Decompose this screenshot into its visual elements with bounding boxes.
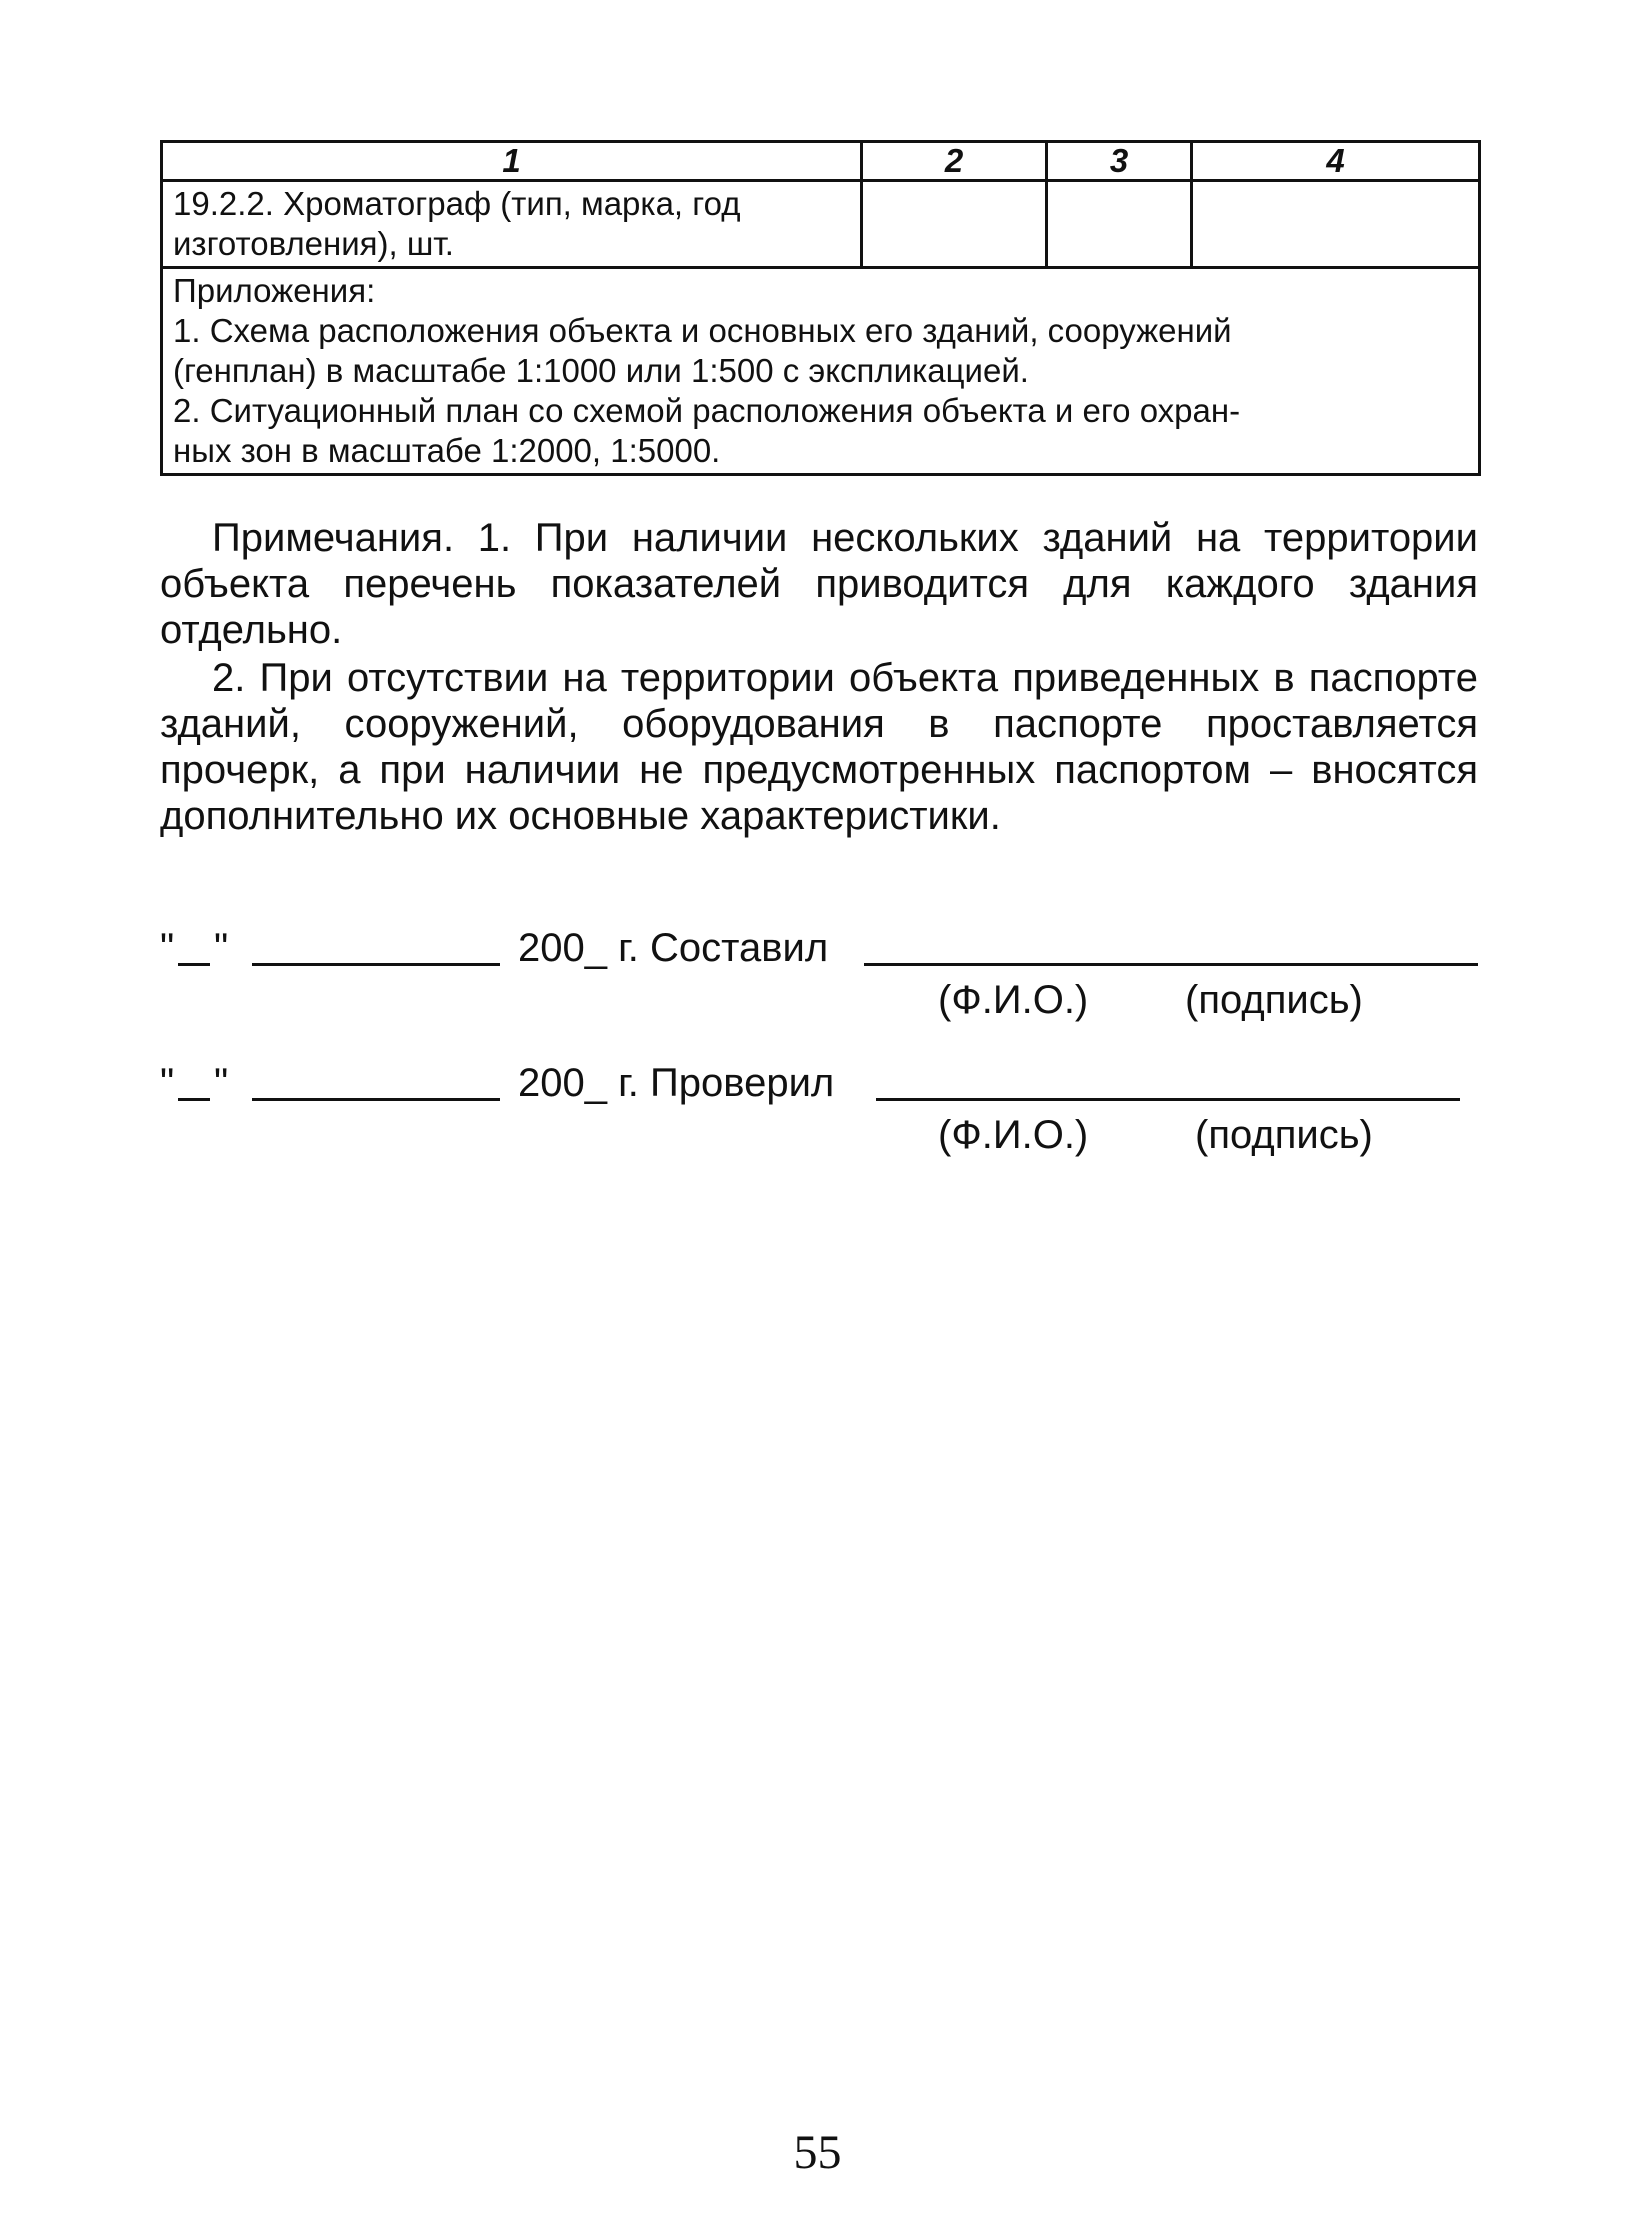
month-blank — [252, 963, 500, 966]
column-header-1: 1 — [162, 142, 862, 181]
column-header-4: 4 — [1192, 142, 1480, 181]
item-value-cell-4 — [1192, 181, 1480, 268]
signature-checked — [160, 1060, 1480, 1157]
column-header-2: 2 — [862, 142, 1047, 181]
column-header-3: 3 — [1047, 142, 1192, 181]
day-blank — [178, 1098, 210, 1101]
sign-caption: (подпись) — [1185, 978, 1363, 1022]
month-blank — [252, 1098, 500, 1101]
signature-compiled — [160, 925, 1480, 1022]
date-quote-close: " — [214, 1061, 229, 1105]
appendix-line: 1. Схема расположения объекта и основных его зданий, сооружений — [173, 312, 1232, 349]
note-2: 2. При отсутствии на территории объекта приведенных в паспорте зданий, сооружений, оборудования в паспорте проставляется прочерк, а при наличии не предусмотренных паспортом – вносятся дополнительно их основные характеристики. — [160, 656, 1478, 838]
fio-caption: (Ф.И.О.) — [938, 1113, 1089, 1157]
fio-caption: (Ф.И.О.) — [938, 978, 1089, 1022]
sign-caption: (подпись) — [1195, 1113, 1373, 1157]
appendix-line: (генплан) в масштабе 1:1000 или 1:500 с экспликацией. — [173, 352, 1029, 389]
item-value-cell-2 — [862, 181, 1047, 268]
notes-section — [160, 515, 1478, 839]
checked-signature-line — [876, 1098, 1460, 1101]
date-quote-open: " — [160, 1061, 175, 1105]
item-name-line-1: 19.2.2. Хроматограф (тип, марка, год — [173, 185, 741, 222]
item-name-line-2: изготовления), шт. — [173, 225, 454, 262]
compiled-signature-line — [864, 963, 1478, 966]
appendix-line: ных зон в масштабе 1:2000, 1:5000. — [173, 432, 721, 469]
appendix-title: Приложения: — [173, 272, 376, 309]
item-name-cell — [162, 181, 862, 268]
date-quote-open: " — [160, 926, 175, 970]
appendix-row — [162, 268, 1480, 475]
table-header-row — [162, 142, 1480, 181]
passport-table — [160, 140, 1481, 476]
table-row — [162, 181, 1480, 268]
date-quote-close: " — [214, 926, 229, 970]
item-value-cell-3 — [1047, 181, 1192, 268]
note-1: Примечания. 1. При наличии нескольких зданий на территории объекта перечень показателей приводится для каждого здания отдельно. — [160, 516, 1478, 652]
year-checked-label: 200_ г. Проверил — [518, 1061, 835, 1105]
page-number: 55 — [793, 2126, 842, 2179]
year-compiled-label: 200_ г. Составил — [518, 926, 829, 970]
appendix-cell — [162, 268, 1480, 475]
appendix-line: 2. Ситуационный план со схемой расположения объекта и его охран- — [173, 392, 1241, 429]
day-blank — [178, 963, 210, 966]
